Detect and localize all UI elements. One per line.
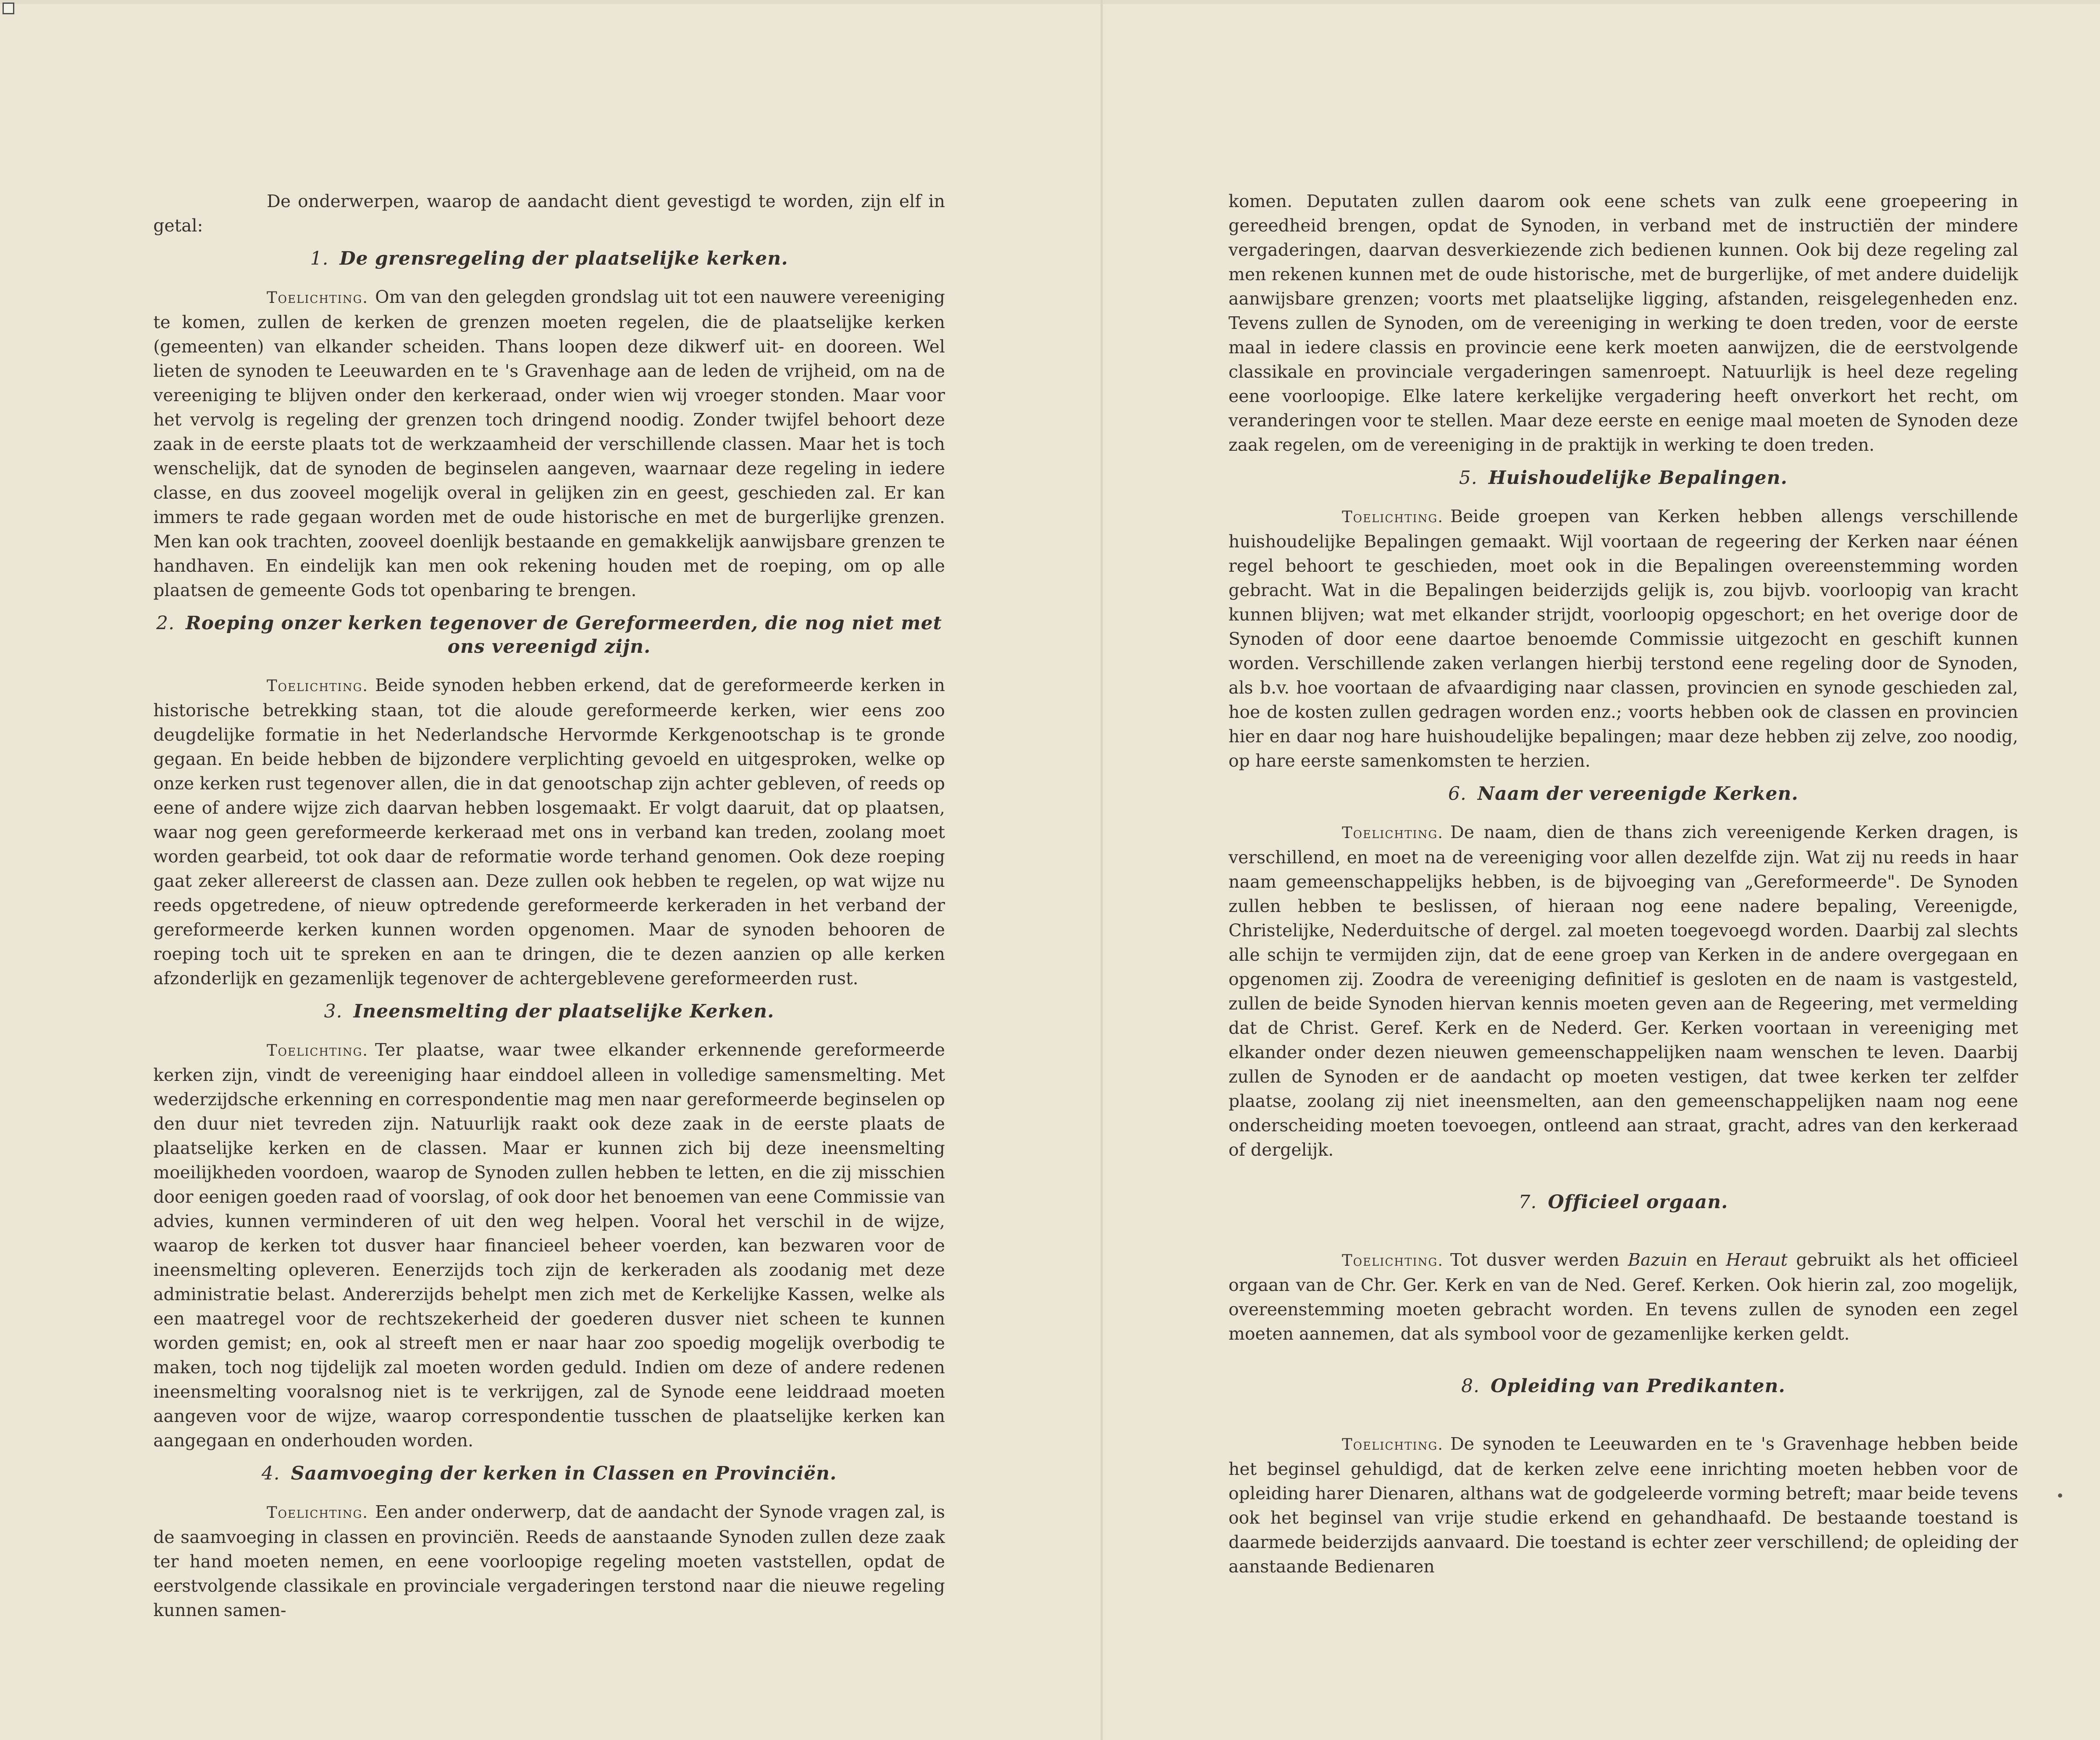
section-2-heading: 2. Roeping onzer kerken tegenover de Gereformeerden, die nog niet met ons vereenigd zijn. bbox=[156, 612, 942, 657]
left-column bbox=[153, 189, 945, 1620]
section-5-text: Toelichting. Beide groepen van Kerken hebben allengs verschillende huishoudelijke Bepalingen gemaakt. Wijl voortaan de regeering der Kerken naar éénen regel behoort te geschieden, moet ook in die Bepalingen overeenstemming worden gebracht. Wat in die Bepalingen beiderzijds gelijk is, zou bijvb. voorloopig van kracht kunnen blijven; wat met elkander strijdt, voorloopig opgeschort; en het overige door de Synoden of door eene daartoe benoemde Commissie uitgezocht en geschift kunnen worden. Verschillende zaken verlangen hierbij terstond eene regeling door de Synoden, als b.v. hoe voortaan de afvaardiging naar classen, provincien en synode geschieden zal, hoe de kosten zullen gedragen worden enz.; voorts hebben ook de classen en provincien hier en daar nog hare huishoudelijke bepalingen; maar deze hebben zij zelve, zoo noodig, op hare eerste samenkomsten te herzien. bbox=[1228, 506, 2018, 771]
newspaper-name: Heraut bbox=[1726, 1250, 1788, 1270]
paper-top-edge bbox=[0, 0, 2100, 4]
spacer bbox=[1228, 1228, 2018, 1248]
section-2-text: Toelichting. Beide synoden hebben erkend, dat de gereformeerde kerken in historische betrekking staan, tot die aloude gereformeerde kerken, wier eens zoo deugdelijke formatie in het Nederlandsche Hervormde Kerkgenootschap is te gronde gegaan. En beide hebben de bijzondere verplichting gevoeld en uitgesproken, welke op onze kerken rust tegenover allen, die in dat genootschap zijn achter gebleven, of reeds op eene of andere wijze zich daarvan hebben losgemaakt. Er volgt daaruit, dat op plaatsen, waar nog geen gereformeerde kerkeraad met ons in verband kan treden, zoolang moet worden gearbeid, tot ook daar de reformatie worde terhand genomen. Ook deze roeping gaat zeker allereerst de classen aan. Deze zullen ook hebben te regelen, op wat wijze nu reeds opgetredene, of nieuw optredende gereformeerde kerkeraden in het verband der gereformeerde kerken kunnen worden opgenomen. Maar de synoden behooren de roeping toch uit te spreken en aan te dringen, die te dezen aanzien op alle kerken afzonderlijk en gezamenlijk tegenover de achtergeblevene gereformeerden rust. bbox=[153, 675, 945, 988]
section-8-heading: 8. Opleiding van Predikanten. bbox=[1461, 1375, 1785, 1397]
spacer bbox=[1228, 1346, 2018, 1365]
section-1-text: Toelichting. Om van den gelegden grondslag uit tot een nauwere vereeniging te komen, zullen de kerken de grenzen moeten regelen, die de plaatselijke kerken (gemeenten) van elkander scheiden. Thans loopen deze dikwerf uit- en dooreen. Wel lieten de synoden te Leeuwarden en te 's Gravenhage aan de leden de vrijheid, om na de vereeniging te blijven onder den kerkeraad, onder wien wij vroeger stonden. Maar voor het vervolg is regeling der grenzen toch dringend noodig. Zonder twijfel behoort deze zaak in de eerste plaats tot de werkzaamheid der verschillende classen. Maar het is toch wenschelijk, dat de synoden de beginselen aangeven, waarnaar deze regeling in iedere classe, en dus zooveel mogelijk overal in gelijken zin en geest, geschieden zal. Er kan immers te rade gegaan worden met de oude historische en met de burgerlijke grenzen. Men kan ook trachten, zooveel doenlijk bestaande en gemakkelijk aanwijsbare grenzen te handhaven. En eindelijk kan men ook rekening houden met de roeping, om op alle plaatsen de gemeente Gods tot openbaring te brengen. bbox=[153, 287, 945, 600]
intro-paragraph: De onderwerpen, waarop de aandacht dient gevestigd te worden, zijn elf in getal: bbox=[153, 191, 945, 236]
section-6-text: Toelichting. De naam, dien de thans zich vereenigende Kerken dragen, is verschillend, en moet na de vereeniging voor allen dezelfde zijn. Wat zij nu reeds in haar naam gemeenschappelijks hebben, is de bijvoeging van „Gereformeerde". De Synoden zullen hebben te beslissen, of hieraan nog eene nadere bepaling, Vereenigde, Christelijke, Nederduitsche of dergel. zal moeten toegevoegd worden. Daarbij zal slechts alle schijn te vermijden zijn, dat de eene groep van Kerken in de andere overgegaan en opgenomen zij. Zoodra de vereeniging definitief is gesloten en de naam is vastgesteld, zullen de beide Synoden hiervan kennis moeten geven aan de Regeering, met vermelding dat de Christ. Geref. Kerk en de Nederd. Ger. Kerken voortaan in vereeniging met elkander onder dezen nieuwen gemeenschappelijken naam wenschen te leven. Daarbij zullen de Synoden er de aandacht op moeten vestigen, dat twee kerken ter zelfder plaatse, zoolang zij niet ineensmelten, aan den gemeenschappelijken naam nog eene onderscheiding moeten toevoegen, ontleend aan straat, gracht, adres van den kerkeraad of dergelijk. bbox=[1228, 822, 2018, 1160]
corner-square-icon bbox=[3, 3, 14, 14]
section-5-heading: 5. Huishoudelijke Bepalingen. bbox=[1459, 467, 1788, 489]
center-fold bbox=[1100, 0, 1103, 1740]
section-3-heading: 3. Ineensmelting der plaatselijke Kerken. bbox=[324, 1001, 774, 1022]
section-4-heading: 4. Saamvoeging der kerken in Classen en Provinciën. bbox=[261, 1463, 837, 1484]
section-4-continuation: komen. Deputaten zullen daarom ook eene schets van zulk eene groepeering in gereedheid brengen, opdat de Synoden, in verband met de instructiën der mindere vergaderingen, daarvan desverkiezende zich bedienen kunnen. Ook bij deze regeling zal men rekenen kunnen met de oude historische, met de burgerlijke, of met andere duidelijk aanwijsbare grenzen; voorts met plaatselijke ligging, afstanden, reisgelegenheden enz. Tevens zullen de Synoden, om de vereeniging in werking te doen treden, voor de eerste maal in iedere classis en provincie eene kerk moeten aanwijzen, die de eerstvolgende classikale en provinciale vergaderingen samenroept. Natuurlijk is heel deze regeling eene voorloopige. Elke latere kerkelijke vergadering heeft onverkort het recht, om veranderingen voor te stellen. Maar deze eerste en eenige maal moeten de Synoden deze zaak regelen, om de vereeniging in de praktijk in werking te doen treden. bbox=[1228, 191, 2018, 455]
spacer bbox=[1228, 1162, 2018, 1181]
section-4-text: Toelichting. Een ander onderwerp, dat de aandacht der Synode vragen zal, is de saamvoeging in classen en provinciën. Reeds de aanstaande Synoden zullen deze zaak ter hand moeten nemen, en eene voorloopige regeling moeten vaststellen, opdat de eerstvolgende classikale en provinciale vergaderingen terstond naar die nieuwe regeling kunnen samen- bbox=[153, 1502, 945, 1620]
spacer bbox=[1228, 1412, 2018, 1432]
section-6-heading: 6. Naam der vereenigde Kerken. bbox=[1448, 783, 1798, 804]
right-column bbox=[1228, 189, 2018, 1577]
section-7-text: Toelichting. Tot dusver werden Bazuin en Heraut gebruikt als het officieel orgaan van de Chr. Ger. Kerk en van de Ned. Geref. Kerken. Ook hierin zal, zoo mogelijk, overeenstemming moeten gebracht worden. En tevens zullen de synoden een zegel moeten aannemen, dat als symbool voor de gezamenlijke kerken geldt. bbox=[1228, 1250, 2018, 1344]
section-8-text: Toelichting. De synoden te Leeuwarden en te 's Gravenhage hebben beide het beginsel gehuldigd, dat de kerken zelve eene inrichting moeten hebben voor de opleiding harer Dienaren, althans wat de godgeleerde vorming betreft; maar beide tevens ook het beginsel van vrije studie erkend en gehandhaafd. De bestaande toestand is daarmede beiderzijds aanvaard. Die toestand is echter zeer verschillend; de opleiding der aanstaande Bedienaren bbox=[1228, 1434, 2018, 1577]
ink-dot-mark bbox=[2058, 1493, 2062, 1498]
newspaper-name: Bazuin bbox=[1628, 1250, 1688, 1270]
section-7-heading: 7. Officieel orgaan. bbox=[1518, 1191, 1728, 1213]
section-1-heading: 1. De grensregeling der plaatselijke kerken. bbox=[310, 248, 788, 269]
section-3-text: Toelichting. Ter plaatse, waar twee elkander erkennende gereformeerde kerken zijn, vindt de vereeniging haar einddoel alleen in volledige samensmelting. Met wederzijdsche erkenning en correspondentie mag men naar gereformeerde beginselen op den duur niet tevreden zijn. Natuurlijk raakt ook deze zaak in de eerste plaats de plaatselijke kerken en de classen. Maar er kunnen zich bij deze ineensmelting moeilijkheden voordoen, waarop de Synoden zullen hebben te letten, en die zij misschien door eenigen goeden raad of voorslag, of ook door het benoemen van eene Commissie van advies, kunnen verminderen of uit den weg helpen. Vooral het verschil in de wijze, waarop de kerken tot dusver haar financieel beheer voerden, kan bezwaren voor de ineensmelting opleveren. Eenerzijds toch zijn de kerkeraden als zoodanig met deze administratie belast. Andererzijds behelpt men zich met de Kerkelijke Kassen, welke als een maatregel voor de rechtszekerheid der goederen dusver niet scheen te kunnen worden gemist; en, ook al streeft men er naar haar zoo spoedig mogelijk overbodig te maken, toch nog tijdelijk zal moeten worden geduld. Indien om deze of andere redenen ineensmelting vooralsnog niet is te verkrijgen, zal de Synode eene leiddraad moeten aangeven voor de wijze, waarop correspondentie tusschen de plaatselijke kerken kan aangegaan en onderhouden worden. bbox=[153, 1040, 945, 1451]
